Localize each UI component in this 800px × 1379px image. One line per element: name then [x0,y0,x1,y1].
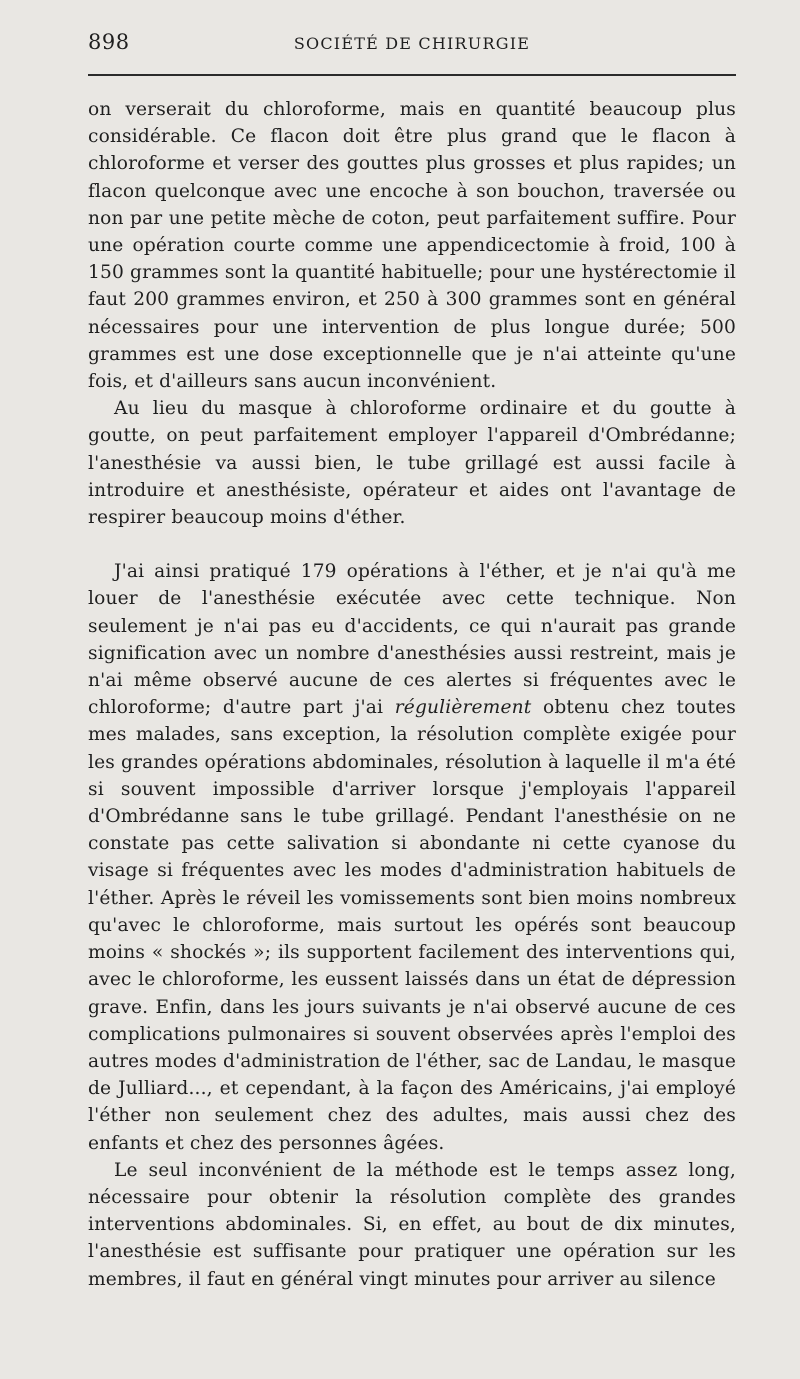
running-head: SOCIÉTÉ DE CHIRURGIE [293,34,531,53]
page-header [88,30,736,58]
emphasis-regulierement: régulièrement [394,697,532,719]
paragraph-1: on verserait du chloroforme, mais en quantité beaucoup plus considérable. Ce flacon doit être plus grand que le flacon à chloroforme et verser des gouttes plus grosses et plus rapides; un flacon quelconque avec une encoche à son bouchon, traversée ou non par une petite mèche de coton, peut parfaitement suffire. Pour une opération courte comme une appendicectomie à froid, 100 à 150 grammes sont la quantité habituelle; pour une hystérectomie il faut 200 grammes environ, et 250 à 300 grammes sont en général nécessaires pour une intervention de plus longue durée; 500 grammes est une dose exceptionnelle que je n'ai atteinte qu'une fois, et d'ailleurs sans aucun inconvénient. [88,99,736,393]
paragraph-4: Le seul inconvénient de la méthode est le temps assez long, nécessaire pour obtenir la résolution complète des grandes interventions abdominales. Si, en effet, au bout de dix minutes, l'anesthésie est suffisante pour pratiquer une opération sur les membres, il faut en général vingt minutes pour arriver au silence [88,1159,736,1290]
body-text [88,96,736,1293]
paragraph-3-part-2: obtenu chez toutes mes malades, sans exception, la résolution complète exigée pour les grandes opérations abdominales, résolution à laquelle il m'a été si souvent impossible d'arriver lorsque j'employais l'appareil d'Ombrédanne sans le tube grillagé. Pendant l'anesthésie on ne constate pas cette salivation si abondante ni cette cyanose du visage si fréquentes avec les modes d'administration habituels de l'éther. Après le réveil les vomissements sont bien moins nombreux qu'avec le chloroforme, mais surtout les opérés sont beaucoup moins « shockés »; ils supportent facilement des interventions qui, avec le chloroforme, les eussent laissés dans un état de dépression grave. Enfin, dans les jours suivants je n'ai observé aucune de ces complications pulmonaires si souvent observées après l'emploi des autres modes d'administration de l'éther, sac de Landau, le masque de Julliard..., et cependant, à la façon des Américains, j'ai employé l'éther non seulement chez des adultes, mais aussi chez des enfants et chez des personnes âgées. [88,697,737,1154]
header-rule [88,74,736,76]
page-number: 898 [88,30,130,54]
paragraph-3 [88,558,736,1156]
paragraph-3-part-1: J'ai ainsi pratiqué 179 opérations à l'éther, et je n'ai qu'à me louer de l'anesthésie exécutée avec cette technique. Non seulement je n'ai pas eu d'accidents, ce qui n'aurait pas grande signification avec un nombre d'anesthésies aussi restreint, mais je n'ai même observé aucune de ces alertes si fréquentes avec le chloroforme; d'autre part j'ai [88,561,736,719]
paragraph-2: Au lieu du masque à chloroforme ordinaire et du goutte à goutte, on peut parfaitement employer l'appareil d'Ombrédanne; l'anesthésie va aussi bien, le tube grillagé est aussi facile à introduire et anesthésiste, opérateur et aides ont l'avantage de respirer beaucoup moins d'éther. [88,398,736,529]
